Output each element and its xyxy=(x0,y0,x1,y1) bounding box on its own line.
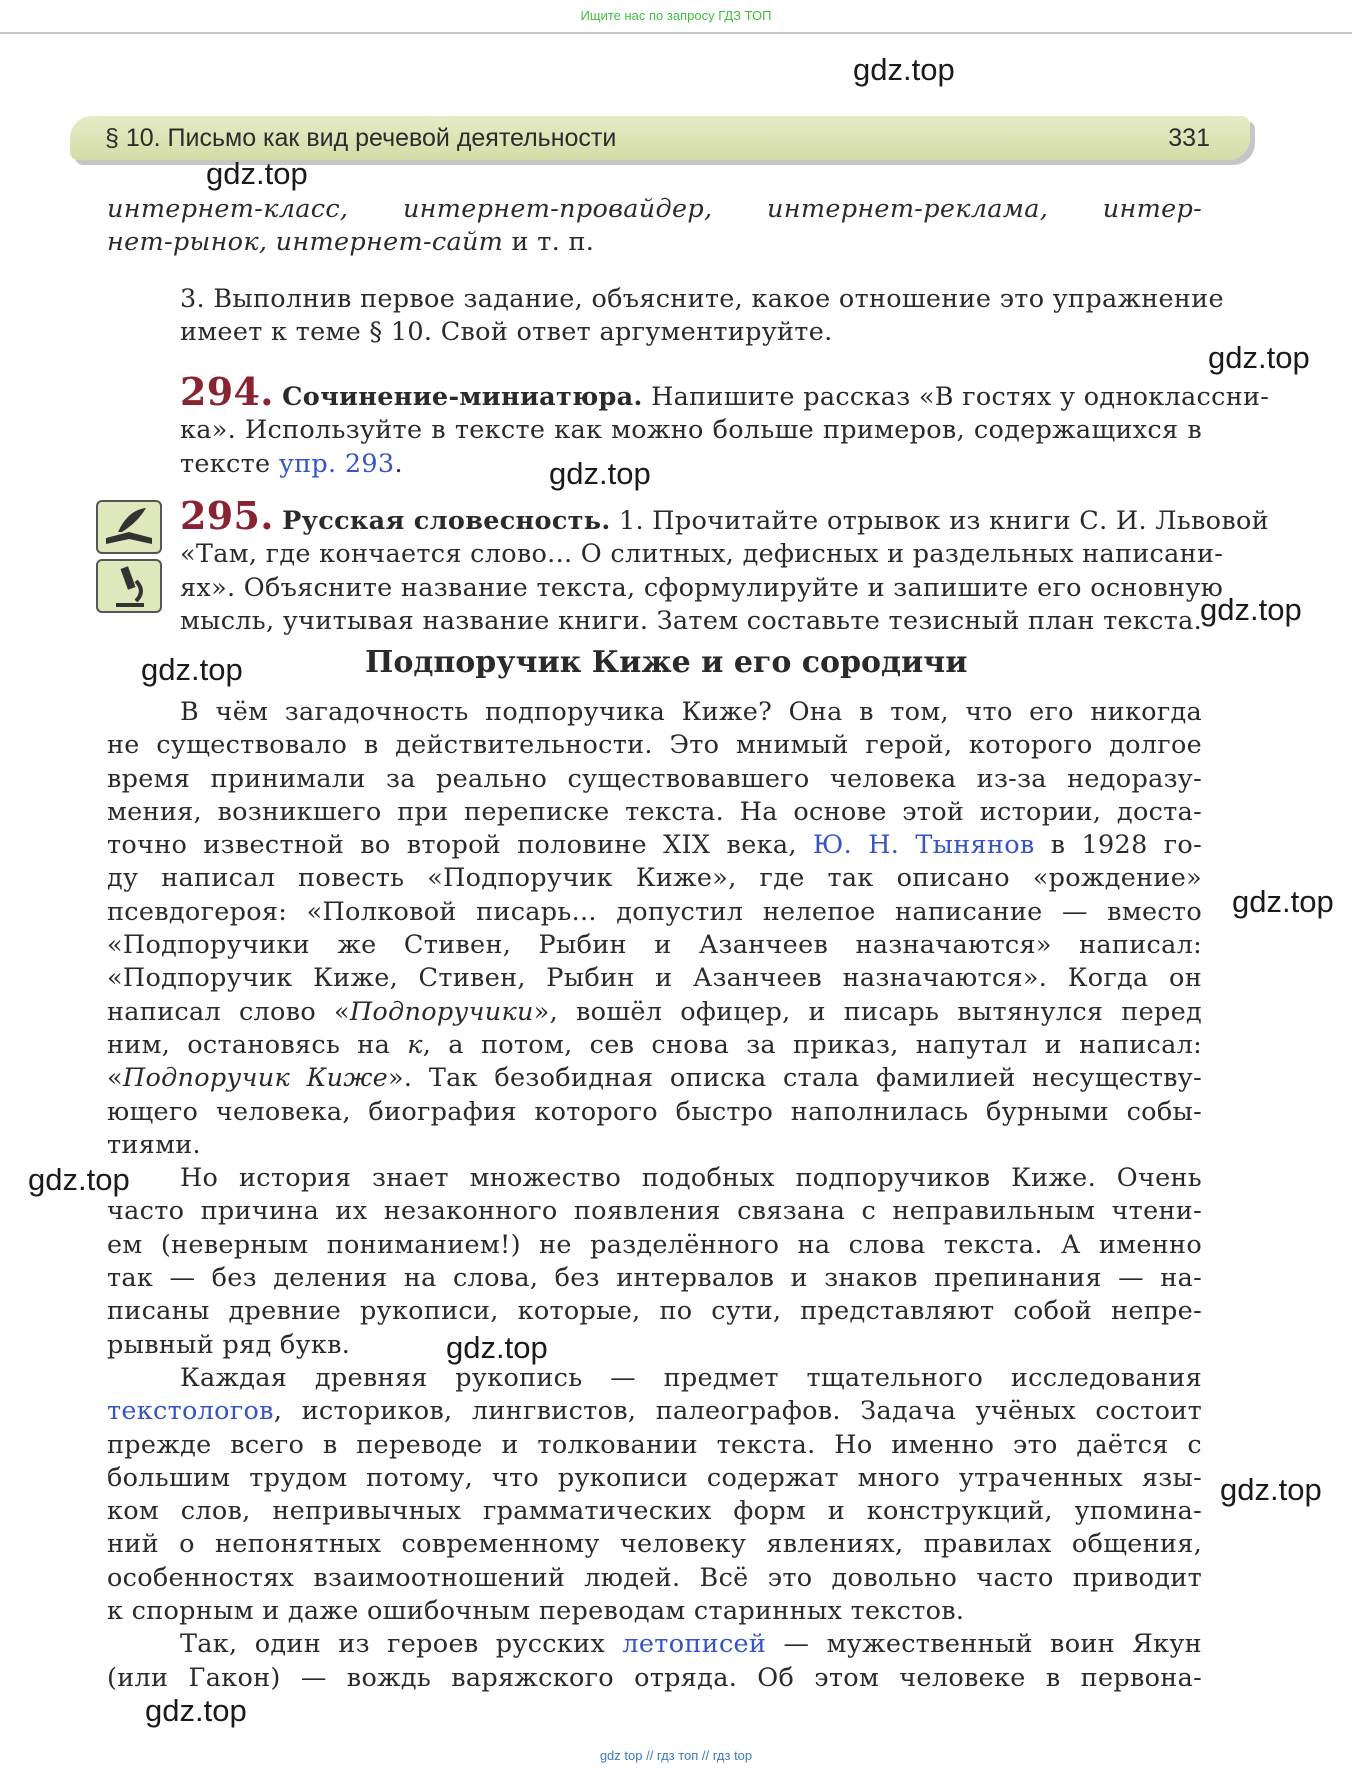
text-span: Подпоручик Киже xyxy=(122,1063,389,1094)
text-line xyxy=(107,996,1202,1029)
watermark: gdz.top xyxy=(446,1330,548,1365)
author-link[interactable]: Ю. Н. Тынянов xyxy=(812,830,1035,861)
text-line: не существовало в действительности. Это мнимый герой, которого долгое xyxy=(107,730,1202,761)
text-line xyxy=(107,1029,1202,1062)
text-span: к xyxy=(407,1029,423,1060)
text-span: , а потом, сев снова за приказ, напутал и написал: xyxy=(422,1029,1202,1060)
text-span: и т. п. xyxy=(503,227,595,258)
text-span: », вошёл офицер, и писарь вытянулся перед xyxy=(533,996,1202,1027)
text-line: особенностях взаимоотношений людей. Всё это довольно часто приводит xyxy=(107,1562,1202,1593)
exercise-link[interactable]: упр. 293 xyxy=(278,448,395,479)
main-text xyxy=(107,696,1202,1695)
exercise-title: Сочинение-миниатюра. xyxy=(282,382,643,412)
text-span: Напишите рассказ «В гостях у одноклассни- xyxy=(642,382,1270,412)
footer-links[interactable]: gdz top // гдз топ // гдз top xyxy=(599,1748,753,1763)
text-line xyxy=(180,448,1202,481)
text-span: 1. Прочитайте отрывок из книги С. И. Львовой xyxy=(610,506,1269,536)
text-line: «Подпоручик Киже, Стивен, Рыбин и Азанчеев назначаются». Когда он xyxy=(107,963,1202,994)
text-line: ка». Используйте в тексте как можно больше примеров, содержащихся в xyxy=(180,415,1202,446)
text-line: «Подпоручики же Стивен, Рыбин и Азанчеев назначаются» написал: xyxy=(107,930,1202,961)
text-line: псевдогероя: «Полковой писарь... допустил нелепое написание — вместо xyxy=(107,896,1202,927)
text-line: Каждая древняя рукопись — предмет тщательного исследования xyxy=(180,1362,1202,1393)
examples-block xyxy=(107,193,1202,260)
text-line: мения, возникшего при переписке текста. На основе этой истории, доста- xyxy=(107,796,1202,827)
text-span: тексте xyxy=(180,448,279,479)
text-line xyxy=(180,493,1269,538)
text-line: прежде всего в переводе и толковании текста. Но именно это даётся с xyxy=(107,1429,1202,1460)
text-line xyxy=(107,1628,1202,1661)
text-line: большим трудом потому, что рукописи содержат много утраченных язы- xyxy=(107,1462,1202,1493)
text-line xyxy=(180,369,1270,414)
text-line: ющего человека, биография которого быстро наполнилась бурными собы- xyxy=(107,1096,1202,1127)
text-line: мысль, учитывая название книги. Затем составьте тезисный план текста. xyxy=(180,605,1202,636)
text-line: «Там, где кончается слово... О слитных, дефисных и раздельных написани- xyxy=(180,539,1224,570)
watermark: gdz.top xyxy=(28,1162,130,1197)
text-line: так — без деления на слова, без интервалов и знаков препинания — на- xyxy=(107,1263,1202,1294)
watermark: gdz.top xyxy=(549,456,651,491)
top-banner xyxy=(0,0,1352,34)
text-line: к спорным и даже ошибочным переводам старинных текстов. xyxy=(107,1596,965,1627)
watermark: gdz.top xyxy=(206,156,308,191)
banner-text: Ищите нас по запросу ГДЗ ТОП xyxy=(580,8,772,23)
text-span: . xyxy=(394,448,403,479)
text-line: писаны древние рукописи, которые, по сути, представляют собой непре- xyxy=(107,1296,1202,1327)
text-span: нет-рынок, интернет-сайт xyxy=(107,227,504,258)
text-span: в 1928 го- xyxy=(1034,830,1202,861)
text-line: интернет-класс, интернет-провайдер, интернет-реклама, интер- xyxy=(107,194,1202,224)
exercise-number: 294. xyxy=(180,369,274,414)
text-line: часто причина их незаконного появления связана с неправильным чтени- xyxy=(107,1196,1202,1227)
section-header xyxy=(70,116,1250,160)
exercise-294 xyxy=(180,369,1270,481)
watermark: gdz.top xyxy=(1200,592,1302,627)
text-line xyxy=(107,1062,1202,1095)
exercise-number: 295. xyxy=(180,493,274,538)
text-line: время принимали за реально существовавшего человека из-за недоразу- xyxy=(107,763,1202,794)
text-span: ». Так безобидная описка стала фамилией несуществу- xyxy=(388,1063,1203,1094)
text-span: написал слово « xyxy=(107,996,350,1027)
text-line xyxy=(107,1395,1202,1428)
text-line: ем (неверным пониманием!) не разделённого на слова текста. А именно xyxy=(107,1229,1202,1260)
text-span: « xyxy=(107,1063,123,1094)
text-line xyxy=(107,226,1202,259)
watermark: gdz.top xyxy=(1232,884,1334,919)
text-line: ком слов, непривычных грамматических форм и конструкций, упомина- xyxy=(107,1496,1202,1527)
text-span: ним, остановясь на xyxy=(107,1029,408,1060)
watermark: gdz.top xyxy=(853,52,955,87)
text-line: рывный ряд букв. xyxy=(107,1329,351,1360)
text-line: Но история знает множество подобных подпоручиков Киже. Очень xyxy=(180,1163,1202,1194)
text-line: ях». Объясните название текста, сформулируйте и запишите его основную xyxy=(180,572,1224,603)
text-span: точно известной во второй половине XIX века, xyxy=(107,830,813,861)
textologists-link[interactable]: текстологов xyxy=(107,1396,274,1427)
text-line: ду написал повесть «Подпоручик Киже», где так описано «рождение» xyxy=(107,863,1202,894)
text-line xyxy=(107,829,1202,862)
text-line: тиями. xyxy=(107,1129,201,1160)
text-line: 3. Выполнив первое задание, объясните, какое отношение это упражнение xyxy=(180,284,1224,314)
page-number: 331 xyxy=(1168,124,1210,152)
section-title: § 10. Письмо как вид речевой деятельности xyxy=(105,124,617,152)
exercise-title: Русская словесность. xyxy=(282,506,611,536)
text-span: , историков, лингвистов, палеографов. Задача учёных состоит xyxy=(273,1396,1202,1427)
watermark: gdz.top xyxy=(1220,1472,1322,1507)
watermark: gdz.top xyxy=(141,652,243,687)
text-heading: Подпоручик Киже и его сородичи xyxy=(365,645,968,680)
microscope-icon xyxy=(96,559,162,613)
task-3 xyxy=(180,283,1224,350)
chronicles-link[interactable]: летописей xyxy=(622,1629,767,1660)
watermark: gdz.top xyxy=(145,1693,247,1728)
text-line: имеет к теме § 10. Свой ответ аргументируйте. xyxy=(180,317,833,348)
book-icon xyxy=(96,500,162,554)
text-line: ний о непонятных современному человеку явлениях, правилах общения, xyxy=(107,1529,1202,1560)
text-span: — мужественный воин Якун xyxy=(766,1629,1202,1660)
text-line: (или Гакон) — вождь варяжского отряда. Об этом человеке в первона- xyxy=(107,1662,1202,1693)
text-span: Так, один из героев русских xyxy=(180,1629,623,1660)
text-span: Подпоручики xyxy=(349,996,534,1027)
watermark: gdz.top xyxy=(1208,340,1310,375)
text-line: В чём загадочность подпоручика Киже? Она в том, что его никогда xyxy=(180,697,1202,727)
